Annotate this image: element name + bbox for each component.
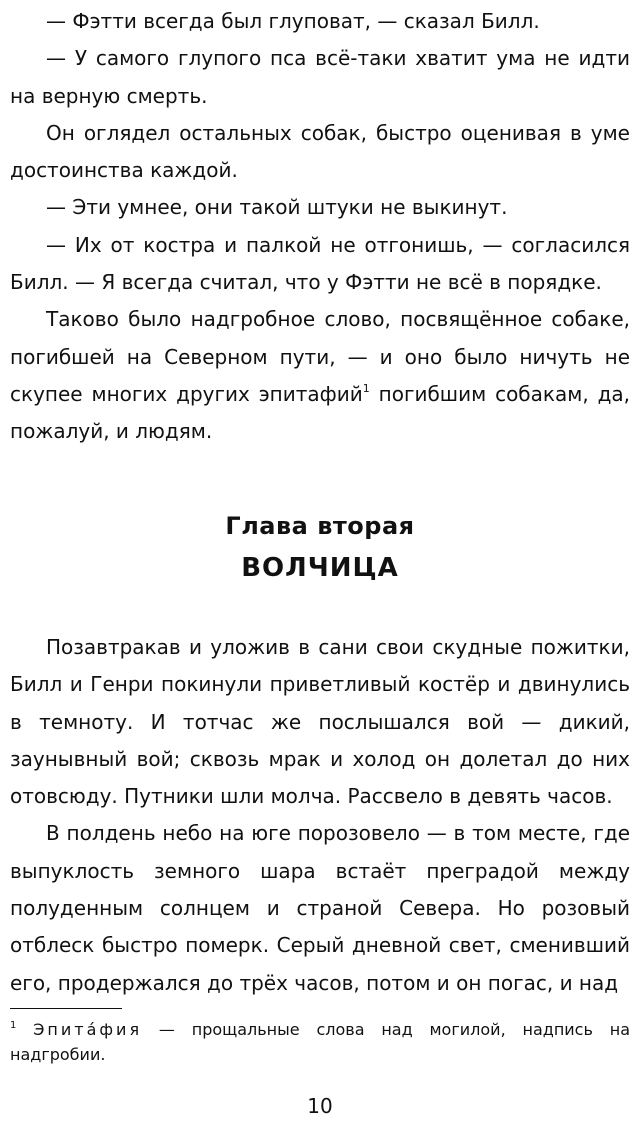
footnote (10, 1017, 630, 1067)
epitaph-paragraph (10, 301, 630, 450)
paragraph: — Эти умнее, они такой штуки не выкинут. (46, 195, 508, 220)
paragraph: Позавтракав и уложив в сани свои скудные пожитки, Билл и Генри покинули приветливый костёр и двинулись в темноту. И тотчас же послышался вой — дикий, заунывный вой; сквозь мрак и холод он долетал до них отовсюду. Путники шли молча. Рассвело в девять часов. (10, 635, 630, 809)
chapter-title: ВОЛЧИЦА (241, 553, 399, 583)
footnote-number: 1 (10, 1020, 17, 1031)
chapter-label: Глава вторая (225, 512, 415, 540)
paragraph-text: Таково было надгробное слово, посвящённое собаке, погибшей на Северном пути, — и оно было ничуть не скупее многих других эпитафий (10, 307, 630, 406)
footnote-term: Эпита́фия (33, 1020, 143, 1039)
chapter-heading (10, 506, 630, 590)
paragraph-text: погибшим собакам, да, пожалуй, и людям. (10, 381, 631, 444)
paragraph: Он оглядел остальных собак, быстро оценивая в уме достоинства каждой. (10, 120, 630, 183)
paragraph: — У самого глупого пса всё-таки хватит ума не идти на верную смерть. (10, 46, 630, 108)
text-block-top (10, 3, 630, 451)
text-block-bottom (10, 629, 630, 1002)
footnote-reference: 1 (362, 381, 370, 395)
footnote-definition: — прощальные слова над могилой, надпись на надгробии. (10, 1020, 630, 1064)
paragraph: — Их от костра и палкой не отгонишь, — согласился Билл. — Я всегда считал, что у Фэтти не всё в порядке. (10, 232, 630, 295)
footnote-divider (10, 1008, 122, 1009)
paragraph: В полдень небо на юге порозовело — в том месте, где выпуклость земного шара встаёт преградой между полуденным солнцем и страной Севера. Но розовый отблеск быстро померк. Серый дневной свет, сменивший его, продержался до трёх часов, потом и он погас, и над (10, 821, 630, 995)
book-page (10, 0, 630, 1126)
paragraph: — Фэтти всегда был глуповат, — сказал Билл. (46, 9, 540, 33)
page-number: 10 (307, 1094, 333, 1118)
